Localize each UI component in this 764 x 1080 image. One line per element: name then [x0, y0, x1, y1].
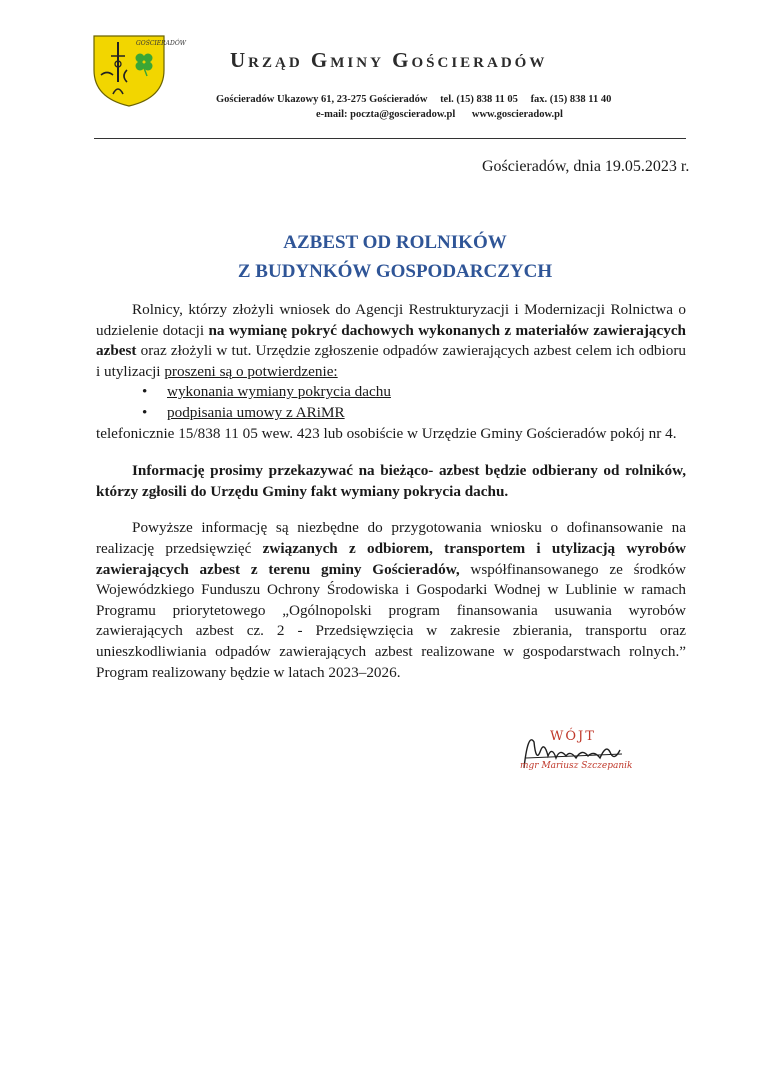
municipal-crest-logo	[91, 30, 186, 108]
intro-text-underlined: proszeni są o potwierdzenie:	[164, 362, 338, 380]
list-item-text: wykonania wymiany pokrycia dachu	[167, 383, 391, 401]
list-item-text: podpisania umowy z ARiMR	[167, 403, 345, 421]
telephone-number: tel. (15) 838 11 05	[440, 94, 518, 105]
program-paragraph	[96, 518, 686, 683]
program-text-a: Powyższe informację są niezbędne do przygotowania wniosku o dofinansowanie na realizację przedsięwzięć	[96, 519, 686, 557]
title-line-1: AZBEST OD ROLNIKÓW	[283, 232, 507, 253]
letter-body	[96, 300, 686, 683]
fax-number: fax. (15) 838 11 40	[530, 94, 612, 105]
phone-line: telefonicznie 15/838 11 05 wew. 423 lub osobiście w Urzędzie Gminy Gościeradów pokój nr 4.	[96, 424, 677, 442]
mayor-signature-stamp	[510, 722, 650, 782]
bullet-icon: •	[142, 383, 148, 401]
list-item	[96, 403, 686, 424]
program-text-c: współfinansowanego ze środków Wojewódzkiego Funduszu Ochrony Środowiska i Gospodarki Wodnej w Lublinie w ramach Programu priorytetowego „Ogólnopolski program finansowania usuwania wyrobów zawierających azbest cz. 2 - Przedsięwzięcia w zakresie zbierania, transportu oraz unieszkodliwiania odpadów zawierających azbest realizowane w gospodarstwach rolnych.” Program realizowany będzie w latach 2023–2026.	[96, 560, 686, 681]
info-paragraph: Informację prosimy przekazywać na bieżąco- azbest będzie odbierany od rolników, którzy zgłosili do Urzędu Gminy fakt wymiany pokrycia dachu.	[96, 462, 686, 500]
address-line	[216, 94, 676, 105]
bullet-icon: •	[142, 403, 148, 421]
website-address: www.goscieradow.pl	[471, 109, 563, 120]
stamp-name: mgr Mariusz Szczepanik	[520, 761, 633, 771]
list-item	[96, 382, 686, 403]
confirmation-list	[96, 382, 686, 423]
postal-address: Gościeradów Ukazowy 61, 23-275 Gościeradów	[216, 94, 428, 105]
intro-text-a: Rolnicy, którzy złożyli wniosek do Agencji Restrukturyzacji i Modernizacji Rolnictwa o udzielenie dotacji	[96, 301, 686, 339]
date-line: Gościeradów, dnia 19.05.2023 r.	[482, 158, 690, 175]
document-title	[150, 228, 640, 286]
program-text-bold: związanych z odbiorem, transportem i utylizacją wyrobów zawierających azbest z terenu gminy Gościeradów,	[96, 539, 687, 578]
svg-text:GOŚCIERADÓW: GOŚCIERADÓW	[136, 40, 186, 47]
stamp-role: WÓJT	[550, 729, 596, 744]
intro-paragraph	[96, 300, 686, 382]
intro-text-bold: na wymianę pokryć dachowych wykonanych z materiałów zawierających azbest	[96, 321, 687, 360]
title-line-2: Z BUDYNKÓW GOSPODARCZYCH	[237, 261, 553, 282]
email-address: e-mail: poczta@goscieradow.pl	[316, 109, 456, 120]
intro-text-c: oraz złożyli w tut. Urzędzie zgłoszenie odpadów zawierających azbest celem ich odbioru i utylizacji	[96, 342, 686, 380]
header-divider	[94, 138, 686, 139]
contact-line	[316, 109, 576, 120]
office-name-heading: Urząd Gminy Gościeradów	[230, 48, 548, 72]
